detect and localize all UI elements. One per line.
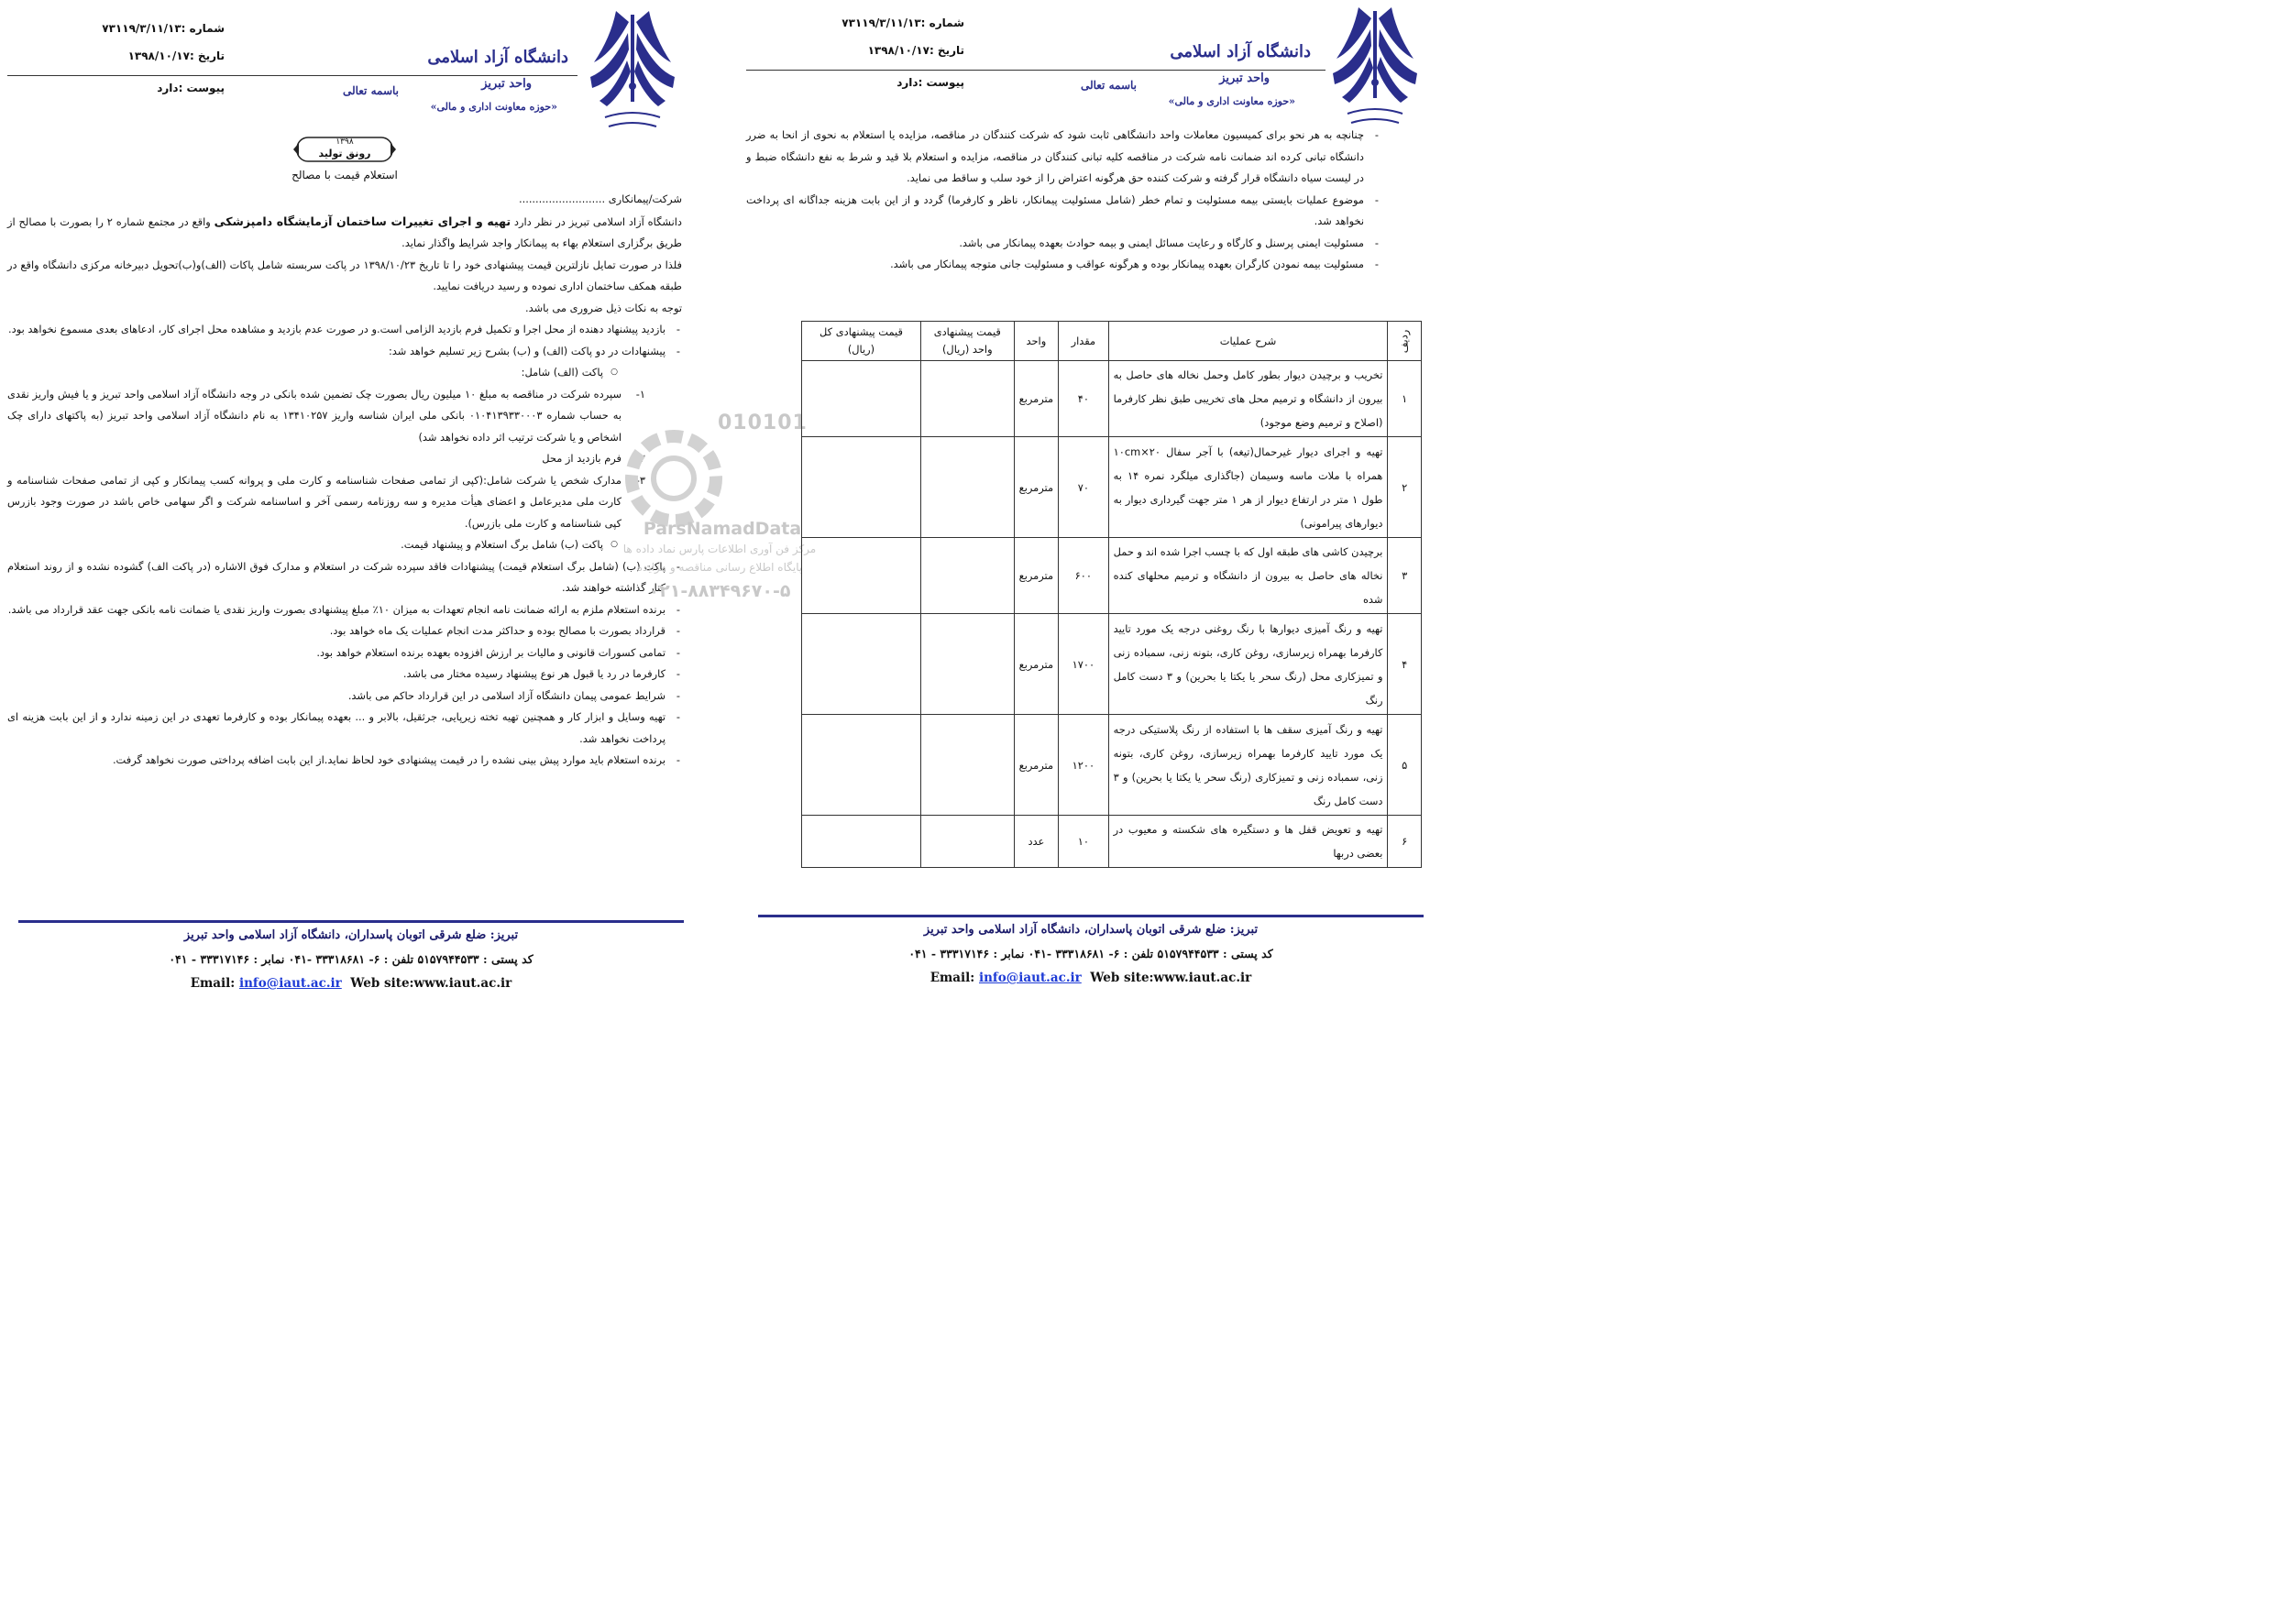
header-total-price: قیمت پیشنهادی کل (ریال) (802, 322, 921, 361)
footer-bar (758, 915, 1424, 917)
conditions-list (746, 125, 1380, 276)
branch-name: واحد تبریز (1219, 71, 1270, 85)
notes-heading: توجه به نکات ذیل ضروری می باشد. (525, 301, 682, 314)
web-label: Web site: (1090, 971, 1154, 985)
envelope-a-items (7, 384, 682, 535)
recipient-line: شرکت/پیمانکاری .......................... (518, 192, 682, 205)
quantity-cell: ۱۲۰۰ (1059, 715, 1109, 816)
unit-price-cell[interactable] (920, 614, 1014, 715)
item-number: ۱- (635, 387, 645, 401)
header-row-no (1388, 322, 1422, 361)
note-site-visit: - بازدید پیشنهاد دهنده از محل اجرا و تکمیل فرم بازدید الزامی است.و در صورت عدم بازدید و مشاهده محل اجرای کار، ادعاهای بعدی مسموع نخواهد بود. (7, 319, 682, 341)
stamp-slogan: رونق تولید (318, 148, 371, 159)
university-name: دانشگاه آزاد اسلامی (1170, 42, 1311, 61)
unit-price-cell[interactable] (920, 361, 1014, 437)
footer-web (758, 966, 1424, 990)
letter-date (770, 44, 964, 57)
description-cell: تهیه و اجرای دیوار غیرحمال(تیغه) با آجر سفال ۱۰cm×۲۰ همراه با ملات ماسه وسیمان (جاگذاری میلگرد نمره ۱۴ به طول ۱ متر در ارتفاع دیوار از هر ۱ متر جهت گیرداری دیوار به دیوارهای پیرامونی) (1108, 437, 1388, 538)
total-price-cell[interactable] (802, 715, 921, 816)
unit-cell: عدد (1014, 816, 1058, 868)
unit-price-cell[interactable] (920, 715, 1014, 816)
header-row-no-label: ردیف (1397, 329, 1411, 353)
intro-text-start: دانشگاه آزاد اسلامی تبریز در نظر دارد (511, 214, 682, 228)
item-text: مدارک شخص یا شرکت شامل:(کپی از تمامی صفحات شناسنامه و کارت ملی و پروانه کسب پیمانکار و کپی از تمامی صفحات شناسنامه و کارت ملی مدیرعامل و اعضای هیأت مدیره و سه روزنامه رسمی آخر و اساسنامه شرکت و اگر سهامی خاص باشد در صورت وجود بازرس کپی شناسنامه و کارت ملی بازرس). (7, 473, 622, 530)
footer-bar (18, 920, 684, 923)
watermark-digits: 010101 (718, 411, 808, 434)
footer-address: تبریز: ضلع شرقی اتوبان پاسداران، دانشگاه آزاد اسلامی واحد تبریز (923, 923, 1259, 937)
table-row (802, 538, 1422, 614)
unit-cell: مترمربع (1014, 715, 1058, 816)
university-logo-icon (1329, 2, 1421, 135)
watermark-brand: ParsNamadData (643, 519, 802, 539)
number-label: شماره : (920, 16, 964, 29)
row-number-cell: ۳ (1388, 538, 1422, 614)
envelope-a-item-1 (7, 384, 645, 449)
intro-text-end: واقع در مجتمع شماره ۲ را بصورت با مصالح از طریق برگزاری استعلام بهاء به پیمانکار واجد شرایط واگذار نماید. (7, 214, 682, 249)
university-name: دانشگاه آزاد اسلامی (427, 48, 568, 67)
attachment-label: پیوست : (178, 82, 225, 94)
basmala: باسمه تعالی (342, 84, 399, 97)
number-value: ۷۳۱۱۹/۳/۱۱/۱۳ (842, 16, 921, 29)
table-row (802, 715, 1422, 816)
unit-price-cell[interactable] (920, 437, 1014, 538)
date-value: ۱۳۹۸/۱۰/۱۷ (127, 49, 190, 62)
web-label: Web site: (350, 976, 414, 991)
item-text: فرم بازدید از محل (542, 452, 622, 465)
total-price-cell[interactable] (802, 361, 921, 437)
stamp-year: ۱۳۹۸ (336, 137, 354, 147)
department-name: «حوزه معاونت اداری و مالی» (1168, 95, 1295, 107)
unit-cell: مترمربع (1014, 437, 1058, 538)
unit-price-cell[interactable] (920, 538, 1014, 614)
table-row (802, 614, 1422, 715)
note-envelope-b: - پاکت (ب) (شامل برگ استعلام قیمت) پیشنهادات فاقد سپرده شرکت در استعلام و مدارک فوق الاشاره (در پاکت الف) گشوده نشده و از روند استعلام کنار گذاشته خواهند شد. (7, 556, 682, 599)
watermark-line-1: مرکز فن آوری اطلاعات پارس نماد داده ها (622, 543, 817, 555)
total-price-cell[interactable] (802, 538, 921, 614)
letter-number (37, 22, 225, 35)
attachment-label: پیوست : (918, 76, 964, 89)
watermark-line-2: پایگاه اطلاع رسانی مناقصه و مزایده (636, 561, 803, 574)
basmala: باسمه تعالی (1080, 79, 1137, 92)
footer-address: تبریز: ضلع شرقی اتوبان پاسداران، دانشگاه آزاد اسلامی واحد تبریز (183, 928, 519, 942)
letter-page-right (733, 0, 1429, 1015)
quantity-cell: ۴۰ (1059, 361, 1109, 437)
row-number-cell: ۶ (1388, 816, 1422, 868)
header-divider (746, 70, 1326, 71)
operations-table-body (802, 361, 1422, 868)
item-number: ۳- (635, 473, 645, 487)
university-logo-icon (587, 5, 678, 138)
footer-contact: کد پستی : ۵۱۵۷۹۴۴۵۳۳ تلفن : ۶- ۳۳۳۱۸۶۸۱ -۰۴۱ نمابر : ۳۳۳۱۷۱۴۶ - ۰۴۱ (169, 952, 534, 966)
footer-contact: کد پستی : ۵۱۵۷۹۴۴۵۳۳ تلفن : ۶- ۳۳۳۱۸۶۸۱ -۰۴۱ نمابر : ۳۳۳۱۷۱۴۶ - ۰۴۱ (908, 947, 1273, 960)
web-address[interactable]: www.iaut.ac.ir (413, 976, 512, 991)
description-cell: تهیه و رنگ آمیزی سقف ها با استفاده از رنگ پلاستیکی درجه یک مورد تایید کارفرما بهمراه زیرسازی، روغن کاری، بتونه زنی، سمباده زنی و تمیزکاری (رنگ سحر یا یکتا یا بحرین) و ۳ دست کامل رنگ (1108, 715, 1388, 816)
description-cell: تخریب و برچیدن دیوار بطور کامل وحمل نخاله های حاصل به بیرون از دانشگاه و ترمیم محل های تخریبی طبق نظر کارفرما (اصلاح و ترمیم وضع موجود) (1108, 361, 1388, 437)
letter-attachment (37, 82, 225, 94)
email-link[interactable]: info@iaut.ac.ir (978, 971, 1082, 985)
quantity-cell: ۶۰۰ (1059, 538, 1109, 614)
footer (18, 924, 684, 995)
table-row (802, 437, 1422, 538)
header-unit: واحد (1014, 322, 1058, 361)
envelope-a-heading: ○ پاکت (الف) شامل: (7, 362, 618, 384)
description-cell: تهیه و رنگ آمیزی دیوارها با رنگ روغنی درجه یک مورد تایید کارفرما بهمراه زیرسازی، روغن کاری، بتونه زنی، سمباده زنی و تمیزکاری محل (رنگ سحر یا یکتا یا بحرین) و ۳ دست کامل رنگ (1108, 614, 1388, 715)
note-taxes: - تمامی کسورات قانونی و مالیات بر ارزش افزوده بعهده برنده استعلام خواهد بود. (7, 642, 682, 664)
item-number: ۲- (635, 452, 645, 465)
envelope-a-item-3 (7, 470, 645, 535)
note-guarantee: - برنده استعلام ملزم به ارائه ضمانت نامه انجام تعهدات به میزان ۱۰٪ مبلغ پیشنهادی بصورت واریز نقدی یا ضمانت نامه بانکی جهت عقد قرارداد می باشد. (7, 599, 682, 621)
row-number-cell: ۵ (1388, 715, 1422, 816)
condition-collusion: - چنانچه به هر نحو برای کمیسیون معاملات واحد دانشگاهی ثابت شود که شرکت کنندگان در مناقصه، مزایده یا استعلام به نحوی از انحا به ضرر دانشگاه تبانی کرده اند ضمانت نامه شرکت در مناقصه کلیه تبانی کنندگان در مناقصه، مزایده و استعلام بلا قید و شرط به نفع دانشگاه ضبط و در لیست سیاه دانشگاه قرار گرفته و شرکت کننده حق هرگونه اعتراض را از خود سلب و ساقط می نماید. (746, 125, 1380, 190)
branch-name: واحد تبریز (481, 77, 532, 91)
note-contract-duration: - قرارداد بصورت با مصالح بوده و حداکثر مدت انجام عملیات یک ماه خواهد بود. (7, 620, 682, 642)
date-value: ۱۳۹۸/۱۰/۱۷ (867, 44, 930, 57)
attachment-value: دارد (157, 82, 179, 94)
number-label: شماره : (181, 22, 225, 35)
condition-safety: - مسئولیت ایمنی پرسنل و کارگاه و رعایت مسائل ایمنی و بیمه حوادث بعهده پیمانکار می باشد. (746, 233, 1380, 255)
unit-cell: مترمربع (1014, 614, 1058, 715)
production-stamp (292, 132, 398, 187)
email-link[interactable]: info@iaut.ac.ir (238, 976, 342, 991)
row-number-cell: ۲ (1388, 437, 1422, 538)
letter-page-left (0, 0, 697, 1015)
letter-body (7, 189, 682, 772)
date-label: تاریخ : (929, 44, 964, 57)
quantity-cell: ۷۰ (1059, 437, 1109, 538)
note-employer-choice: - کارفرما در رد یا قبول هر نوع پیشنهاد رسیده مختار می باشد. (7, 664, 682, 686)
table-row (802, 361, 1422, 437)
stamp-caption: استعلام قیمت با مصالح (292, 169, 398, 181)
note-equipment: - تهیه وسایل و ابزار کار و همچنین تهیه تخته زیرپایی، جرثقیل، بالابر و ... بعهده پیمانکار بوده و کارفرما تعهدی در این زمینه ندارد و از این بابت هزینه ای پرداخت نخواهد شد. (7, 707, 682, 750)
envelope-a-block (7, 362, 682, 384)
letter-number (770, 16, 964, 29)
note-envelopes: - پیشنهادات در دو پاکت (الف) و (ب) بشرح زیر تسلیم خواهد شد: (7, 341, 682, 363)
footer (758, 918, 1424, 990)
header-unit-price: قیمت پیشنهادی واحد (ریال) (920, 322, 1014, 361)
project-title: تهیه و اجرای تغییرات ساختمان آزمایشگاه دامپزشکی (214, 214, 512, 228)
submission-paragraph: فلذا در صورت تمایل نازلترین قیمت پیشنهادی خود را تا تاریخ ۱۳۹۸/۱۰/۲۳ در پاکت سربسته شامل پاکات (الف)و(ب)تحویل دبیرخانه مرکزی دانشگاه واقع در طبقه همکف ساختمان اداری نموده و رسید دریافت نمایید. (7, 258, 683, 292)
envelope-a-item-2 (7, 448, 645, 470)
total-price-cell[interactable] (802, 437, 921, 538)
description-cell: برچیدن کاشی های طبقه اول که با چسب اجرا شده اند و حمل نخاله های حاصل به بیرون از دانشگاه و ترمیم محلهای کنده شده (1108, 538, 1388, 614)
unit-price-cell[interactable] (920, 816, 1014, 868)
email-label: Email: (930, 971, 975, 985)
watermark-phone: ۰۲۱-۸۸۳۴۹۶۷۰-۵ (648, 581, 791, 601)
header-description: شرح عملیات (1108, 322, 1388, 361)
condition-insurance: - موضوع عملیات بایستی بیمه مسئولیت و تمام خطر (شامل مسئولیت پیمانکار، ناظر و کارفرما) گردد و از این بابت هزینه جداگانه ای پرداخت نخواهد شد. (746, 190, 1380, 233)
envelope-b-block (7, 534, 682, 556)
table-row (802, 816, 1422, 868)
unit-cell: مترمربع (1014, 538, 1058, 614)
footer-web (18, 971, 684, 995)
envelope-b-heading: ○ پاکت (ب) شامل برگ استعلام و پیشنهاد قیمت. (7, 534, 618, 556)
note-unforeseen: - برنده استعلام باید موارد پیش بینی نشده را در قیمت پیشنهادی خود لحاظ نماید.از این بابت اضافه پرداختی صورت نخواهد گرفت. (7, 750, 682, 772)
operations-table (801, 321, 1422, 868)
total-price-cell[interactable] (802, 816, 921, 868)
letter-attachment (770, 76, 964, 89)
table-header-row (802, 322, 1422, 361)
total-price-cell[interactable] (802, 614, 921, 715)
item-text: سپرده شرکت در مناقصه به مبلغ ۱۰ میلیون ریال بصورت چک تضمین شده بانکی در وجه دانشگاه آزاد اسلامی واحد تبریز و یا فیش واریز نقدی به حساب شماره ۰۱۰۴۱۳۹۳۳۰۰۰۳ بانکی ملی ایران شناسه واریز ۱۳۴۱۰۲۵۷ به نام دانشگاه آزاد اسلامی واحد تبریز (به پاکتهای دارای چک اشخاص و یا شرکت ترتیب اثر داده نخواهد شد) (7, 387, 622, 444)
attachment-value: دارد (896, 76, 918, 89)
quantity-cell: ۱۷۰۰ (1059, 614, 1109, 715)
intro-paragraph (7, 211, 682, 255)
web-address[interactable]: www.iaut.ac.ir (1153, 971, 1252, 985)
row-number-cell: ۱ (1388, 361, 1422, 437)
row-number-cell: ۴ (1388, 614, 1422, 715)
quantity-cell: ۱۰ (1059, 816, 1109, 868)
number-value: ۷۳۱۱۹/۳/۱۱/۱۳ (102, 22, 182, 35)
letter-date (37, 49, 225, 62)
header-quantity: مقدار (1059, 322, 1109, 361)
header-divider (7, 75, 578, 76)
unit-cell: مترمربع (1014, 361, 1058, 437)
email-label: Email: (190, 976, 236, 991)
department-name: «حوزه معاونت اداری و مالی» (430, 101, 557, 113)
condition-worker-insurance: - مسئولیت بیمه نمودن کارگران بعهده پیمانکار بوده و هرگونه عواقب و مسئولیت جانی متوجه پیمانکار می باشد. (746, 254, 1380, 276)
date-label: تاریخ : (189, 49, 225, 62)
description-cell: تهیه و تعویض قفل ها و دستگیره های شکسته و معیوب در بعضی دربها (1108, 816, 1388, 868)
note-general-conditions: - شرایط عمومی پیمان دانشگاه آزاد اسلامی در این قرارداد حاکم می باشد. (7, 686, 682, 708)
